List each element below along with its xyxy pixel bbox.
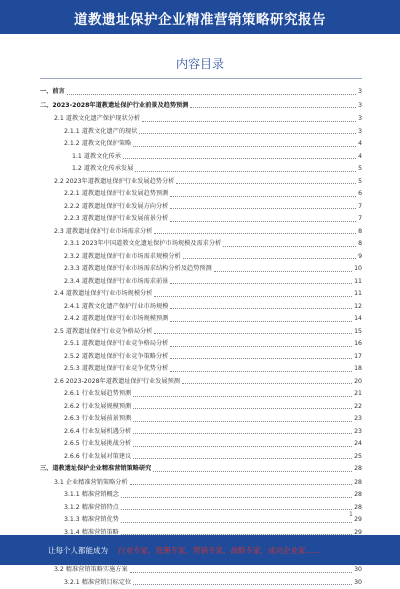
toc-entry-title: 2.4.2 道教遗址保护行业市场规模预测 [40, 313, 168, 326]
toc-entry-title: 2.1 道教文化遗产保护现状分析 [40, 113, 140, 126]
toc-dot-leader [135, 171, 356, 172]
toc-entry[interactable] [40, 176, 362, 189]
toc-entry-page: 24 [354, 438, 362, 451]
toc-entry[interactable] [40, 514, 362, 527]
toc-entry-title: 2.6.4 行业发展机遇分析 [40, 426, 131, 439]
toc-entry[interactable] [40, 564, 362, 577]
toc-entry-title: 1.1 道教文化传承 [40, 151, 121, 164]
toc-entry-title: 三、道教遗址保护企业精准营销策略研究 [40, 463, 151, 476]
toc-entry[interactable] [40, 288, 362, 301]
report-title: 道教遗址保护企业精准营销策略研究报告 [0, 8, 400, 28]
toc-entry-title: 2.5.1 道教遗址保护行业竞争格局分析 [40, 338, 168, 351]
toc-dot-leader [170, 371, 352, 372]
toc-entry-page: 28 [354, 502, 362, 515]
toc-heading: 内容目录 [0, 55, 400, 72]
toc-dot-leader [154, 296, 352, 297]
toc-entry-title: 2.1.2 道教文化保护策略 [40, 138, 131, 151]
toc-dot-leader [182, 383, 352, 384]
toc-entry[interactable] [40, 388, 362, 401]
toc-entry-page: 3 [358, 113, 362, 126]
toc-entry-title: 一、前言 [40, 86, 65, 99]
toc-entry-page: 9 [358, 251, 362, 264]
toc-entry-title: 2.5.2 道教遗址保护行业竞争策略分析 [40, 351, 168, 364]
toc-entry-title: 3.1 企业精准营销策略分析 [40, 477, 128, 490]
toc-entry-title: 2.3.1 2023年中国道教文化遗址保护市场规模及需求分析 [40, 238, 221, 251]
toc-entry-page: 11 [354, 288, 362, 301]
toc-entry[interactable] [40, 413, 362, 426]
toc-entry-page: 15 [354, 326, 362, 339]
toc-entry[interactable] [40, 226, 362, 239]
toc-dot-leader [170, 358, 352, 359]
toc-entry-title: 二、2023-2028年道教遗址保护行业前景及趋势预测 [40, 100, 188, 113]
toc-dot-leader [133, 584, 352, 585]
toc-entry-title: 2.2 2023年道教遗址保护行业发展趋势分析 [40, 176, 174, 189]
toc-entry[interactable] [40, 489, 362, 502]
toc-entry-title: 3.2 精准营销策略实施方案 [40, 564, 128, 577]
toc-entry[interactable] [40, 188, 362, 201]
toc-entry-title: 2.6.3 行业发展前景预测 [40, 413, 131, 426]
toc-entry-title: 2.3.4 道教遗址保护行业市场需求前景 [40, 276, 168, 289]
toc-entry-page: 12 [354, 301, 362, 314]
toc-dot-leader [67, 94, 356, 95]
toc-dot-leader [123, 158, 356, 159]
toc-entry[interactable] [40, 502, 362, 515]
toc-entry-page: 28 [354, 477, 362, 490]
toc-entry-title: 1.2 道教文化传承发展 [40, 163, 133, 176]
toc-entry-title: 2.6.6 行业发展对策建议 [40, 451, 131, 464]
toc-divider [40, 78, 362, 79]
toc-entry-page: 18 [354, 363, 362, 376]
toc-entry-title: 2.3.3 道教遗址保护行业市场需求结构分析及趋势预测 [40, 263, 212, 276]
toc-entry-title: 2.5.3 道教遗址保护行业竞争优势分析 [40, 363, 168, 376]
toc-entry-page: 29 [354, 514, 362, 527]
toc-dot-leader [170, 221, 356, 222]
toc-entry-title: 2.2.1 道教遗址保护行业发展趋势预测 [40, 188, 168, 201]
toc-dot-leader [133, 433, 352, 434]
toc-entry[interactable] [40, 463, 362, 477]
toc-entry-title: 3.1.1 精准营销概念 [40, 489, 119, 502]
toc-entry-page: 29 [354, 527, 362, 540]
toc-entry-page: 28 [354, 463, 362, 476]
toc-entry-page: 5 [358, 163, 362, 176]
toc-dot-leader [139, 133, 356, 134]
toc-entry-title: 2.6 2023-2028年道教遗址保护行业发展预测 [40, 376, 180, 389]
toc-dot-leader [170, 308, 352, 309]
toc-entry-page: 30 [354, 564, 362, 577]
toc-entry[interactable] [40, 263, 362, 276]
toc-entry-page: 3 [358, 86, 362, 99]
toc-dot-leader [133, 446, 352, 447]
toc-entry[interactable] [40, 351, 362, 364]
toc-entry-title: 3.1.2 精准营销特点 [40, 502, 119, 515]
toc-entry-page: 4 [358, 138, 362, 151]
toc-dot-leader [133, 396, 352, 397]
toc-entry[interactable] [40, 100, 362, 114]
toc-entry-page: 3 [358, 100, 362, 113]
toc-entry[interactable] [40, 113, 362, 126]
toc-entry-title: 2.2.2 道教遗址保护行业发展方向分析 [40, 201, 168, 214]
toc-entry-page: 6 [358, 188, 362, 201]
toc-dot-leader [170, 208, 356, 209]
toc-entry-page: 21 [354, 388, 362, 401]
toc-dot-leader [130, 484, 352, 485]
toc-entry[interactable] [40, 313, 362, 326]
toc-entry[interactable] [40, 577, 362, 589]
toc-entry-title: 2.4.1 道教文化遗产保护行业市场规模 [40, 301, 168, 314]
toc-entry-title: 2.6.1 行业发展趋势预测 [40, 388, 131, 401]
toc-entry[interactable] [40, 201, 362, 214]
toc-entry-title: 2.1.1 道教文化遗产的现状 [40, 126, 137, 139]
toc-entry-title: 2.6.2 行业发展规模预测 [40, 401, 131, 414]
toc-entry-title: 3.1.3 精准营销优势 [40, 514, 119, 527]
toc-dot-leader [153, 471, 352, 472]
toc-dot-leader [133, 408, 352, 409]
toc-dot-leader [142, 121, 356, 122]
toc-dot-leader [223, 246, 356, 247]
toc-entry-title: 3.1.4 精准营销策略 [40, 527, 119, 540]
toc-entry-title: 2.3 道教遗址保护行业市场需求分析 [40, 226, 152, 239]
toc-entry-page: 7 [358, 201, 362, 214]
toc-entry[interactable] [40, 126, 362, 139]
toc-entry-page: 23 [354, 426, 362, 439]
toc-entry-page: 10 [354, 263, 362, 276]
toc-entry[interactable] [40, 451, 362, 464]
toc-entry-page: 16 [354, 338, 362, 351]
page-number: 1 [349, 511, 353, 518]
toc-entry-page: 7 [358, 213, 362, 226]
toc-entry[interactable] [40, 438, 362, 451]
toc-entry[interactable] [40, 238, 362, 251]
toc-entry-page: 20 [354, 376, 362, 389]
toc-entry[interactable] [40, 163, 362, 176]
toc-entry[interactable] [40, 477, 362, 490]
toc-dot-leader [176, 183, 356, 184]
toc-dot-leader [133, 146, 356, 147]
toc-entry[interactable] [40, 401, 362, 414]
toc-entry-page: 4 [358, 151, 362, 164]
toc-entry[interactable] [40, 338, 362, 351]
toc-entry[interactable] [40, 426, 362, 439]
toc-dot-leader [133, 458, 352, 459]
toc-entry-page: 25 [354, 451, 362, 464]
toc-entry[interactable] [40, 363, 362, 376]
toc-dot-leader [121, 509, 352, 510]
toc-dot-leader [154, 333, 352, 334]
toc-entry[interactable] [40, 376, 362, 389]
toc-dot-leader [121, 497, 352, 498]
footer-tagline: 行业专家，管理专家，营销专家，战略专家，成功企业家…… [118, 545, 321, 556]
toc-entry-page: 8 [358, 238, 362, 251]
toc-entry-title: 2.6.5 行业发展挑战分析 [40, 438, 131, 451]
toc-dot-leader [170, 346, 352, 347]
toc-dot-leader [170, 321, 352, 322]
toc-entry-title: 2.4 道教遗址保护行业市场规模分析 [40, 288, 152, 301]
toc-entry-page: 17 [354, 351, 362, 364]
toc-entry-title: 2.3.2 道教遗址保护行业市场需求规模分析 [40, 251, 181, 264]
toc-entry-page: 22 [354, 401, 362, 414]
toc-entry[interactable] [40, 276, 362, 289]
toc-dot-leader [190, 107, 356, 108]
toc-entry[interactable] [40, 301, 362, 314]
toc-entry-title: 2.5 道教遗址保护行业竞争格局分析 [40, 326, 152, 339]
toc-entry[interactable] [40, 326, 362, 339]
table-of-contents [40, 86, 362, 589]
toc-entry[interactable] [40, 213, 362, 226]
toc-entry-page: 8 [358, 226, 362, 239]
toc-entry-page: 14 [354, 313, 362, 326]
toc-entry-page: 5 [358, 176, 362, 189]
toc-entry-page: 28 [354, 489, 362, 502]
footer-bar [0, 535, 400, 565]
toc-dot-leader [214, 271, 352, 272]
toc-entry[interactable] [40, 138, 362, 151]
toc-entry[interactable] [40, 251, 362, 264]
toc-entry-page: 23 [354, 413, 362, 426]
toc-dot-leader [154, 233, 356, 234]
toc-entry[interactable] [40, 86, 362, 100]
toc-dot-leader [130, 572, 352, 573]
footer-slogan: 让每个人都能成为 [48, 545, 108, 556]
report-header-bar [0, 0, 400, 34]
toc-dot-leader [121, 522, 352, 523]
toc-entry[interactable] [40, 151, 362, 164]
toc-entry-page: 11 [354, 276, 362, 289]
toc-entry-page: 3 [358, 126, 362, 139]
toc-entry-title: 3.2.1 精准营销目标定位 [40, 577, 131, 589]
toc-entry-page: 30 [354, 577, 362, 589]
toc-dot-leader [133, 421, 352, 422]
toc-dot-leader [183, 258, 356, 259]
toc-dot-leader [170, 196, 356, 197]
toc-entry-title: 2.2.3 道教遗址保护行业发展前景分析 [40, 213, 168, 226]
toc-dot-leader [170, 283, 352, 284]
